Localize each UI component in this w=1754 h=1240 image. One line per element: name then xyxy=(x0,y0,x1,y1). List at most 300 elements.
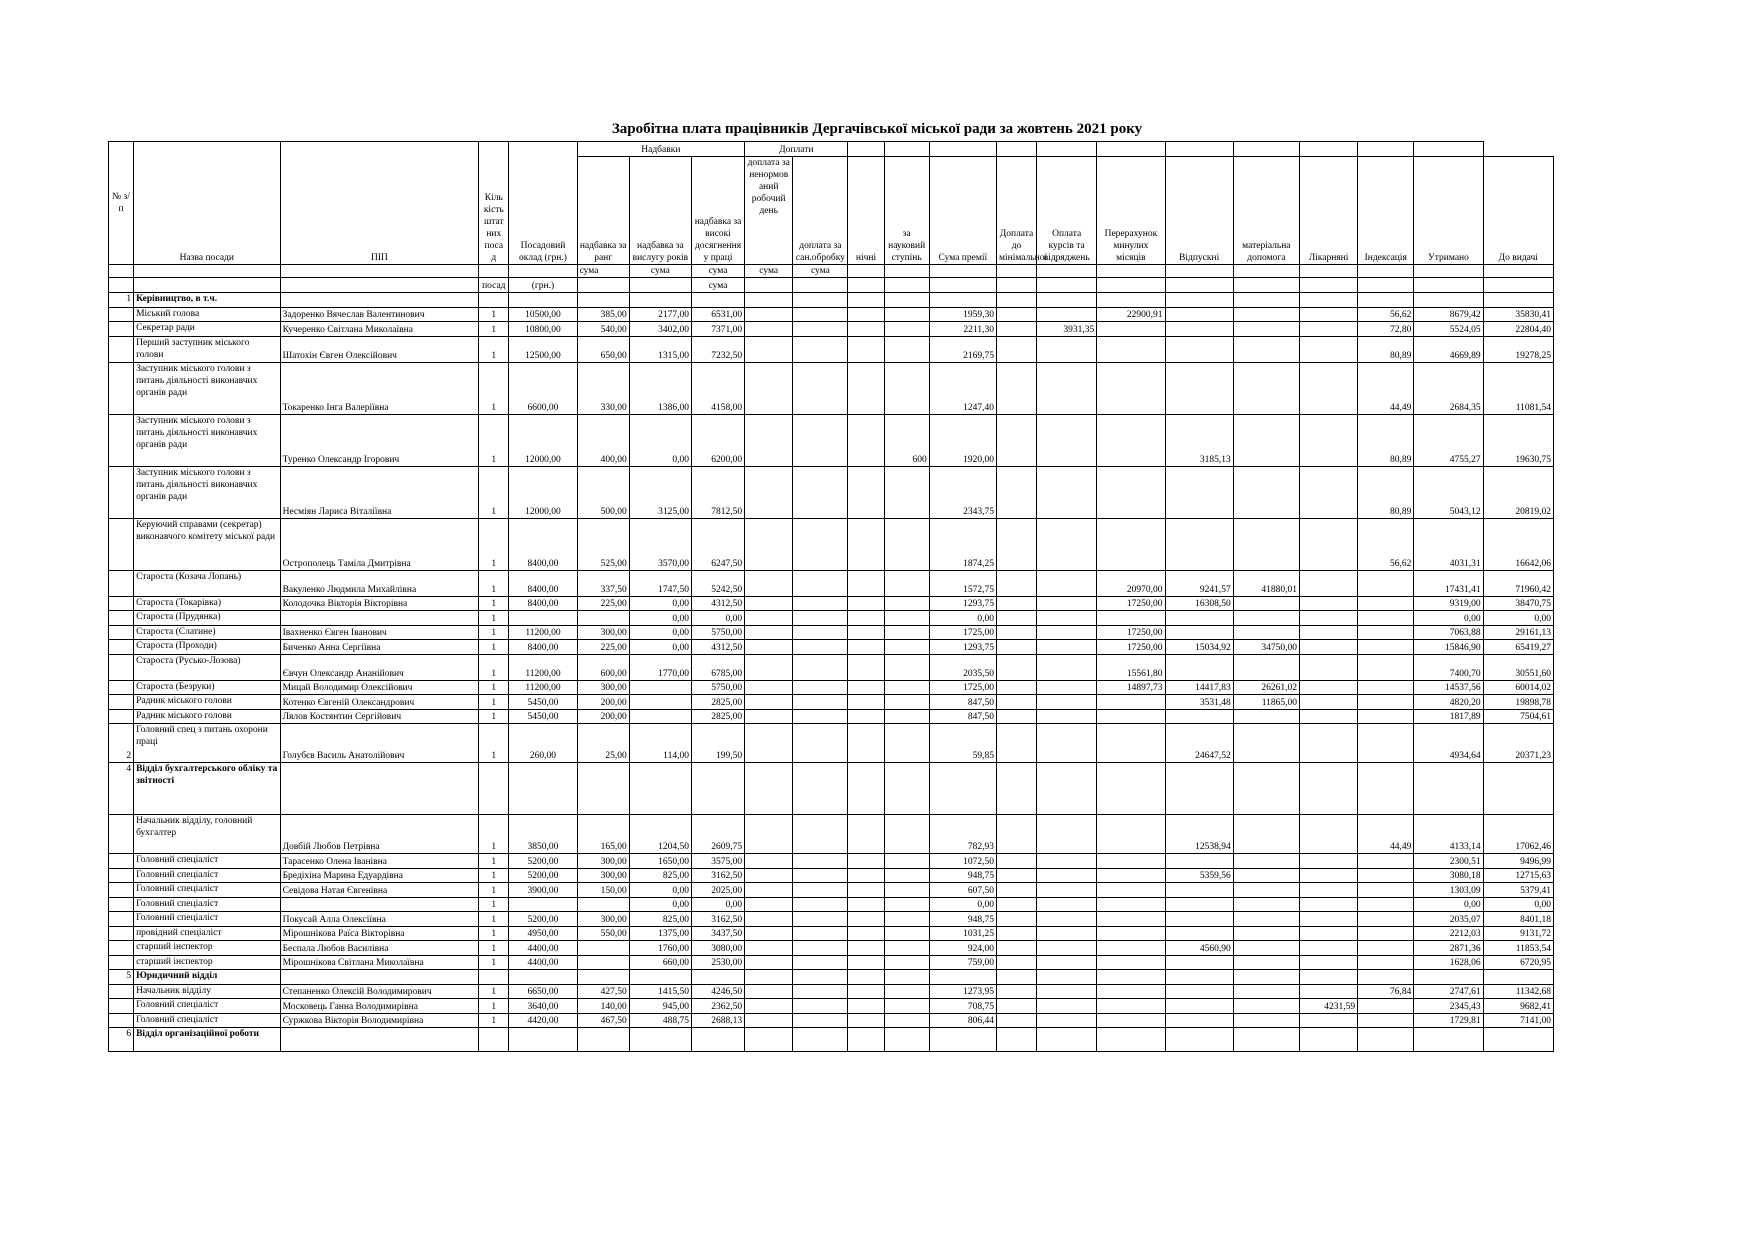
cell-pib: Вакуленко Людмила Михайлівна xyxy=(280,570,479,596)
cell-bonus: 1874,25 xyxy=(929,518,996,570)
cell-rank xyxy=(577,941,629,956)
cell-recalc xyxy=(1097,322,1165,337)
cell-sanitary xyxy=(793,611,848,626)
cell-index: 56,62 xyxy=(1358,307,1414,322)
cell-sick xyxy=(1299,854,1357,869)
cell-recalc xyxy=(1097,414,1165,466)
cell-rank: 337,50 xyxy=(577,570,629,596)
cell-sanitary xyxy=(793,1028,848,1052)
cell-seniority: 1747,50 xyxy=(629,570,691,596)
cell-night xyxy=(848,570,884,596)
cell-minwage xyxy=(996,654,1036,680)
cell-bonus: 806,44 xyxy=(929,1013,996,1028)
cell-num xyxy=(109,680,134,695)
cell-pib: Московець Ганна Володимирівна xyxy=(280,999,479,1014)
cell-withheld: 9319,00 xyxy=(1414,596,1483,611)
cell-seniority: 1204,50 xyxy=(629,815,691,854)
cell-trip xyxy=(1037,1013,1097,1028)
cell-night xyxy=(848,984,884,999)
cell-num xyxy=(109,625,134,640)
cell-rank: 467,50 xyxy=(577,1013,629,1028)
cell-trip xyxy=(1037,941,1097,956)
cell-sick xyxy=(1299,883,1357,898)
cell-trip xyxy=(1037,984,1097,999)
table-row xyxy=(109,611,1554,626)
cell-overtime xyxy=(745,955,793,970)
cell-index xyxy=(1358,897,1414,912)
cell-trip xyxy=(1037,912,1097,927)
cell-salary: 11200,00 xyxy=(509,680,577,695)
cell-sick xyxy=(1299,293,1357,308)
cell-index xyxy=(1358,709,1414,724)
cell-night xyxy=(848,883,884,898)
cell-seniority: 488,75 xyxy=(629,1013,691,1028)
cell-salary: 6600,00 xyxy=(509,362,577,414)
cell-count: 1 xyxy=(479,654,509,680)
cell-num xyxy=(109,868,134,883)
cell-overtime xyxy=(745,414,793,466)
cell-sick xyxy=(1299,941,1357,956)
cell-seniority: 0,00 xyxy=(629,611,691,626)
cell-degree xyxy=(884,680,929,695)
cell-achievements: 2609,75 xyxy=(691,815,744,854)
cell-sick xyxy=(1299,654,1357,680)
cell-aid xyxy=(1233,293,1299,308)
table-row xyxy=(109,466,1554,518)
cell-minwage xyxy=(996,999,1036,1014)
cell-night xyxy=(848,1013,884,1028)
cell-withheld: 0,00 xyxy=(1414,611,1483,626)
cell-withheld: 4820,20 xyxy=(1414,695,1483,710)
cell-salary xyxy=(509,611,577,626)
cell-payout: 17062,46 xyxy=(1483,815,1553,854)
cell-vacation xyxy=(1165,293,1233,308)
cell-recalc xyxy=(1097,854,1165,869)
header-night: нічні xyxy=(848,157,884,265)
cell-trip xyxy=(1037,763,1097,815)
cell-trip xyxy=(1037,709,1097,724)
cell-trip xyxy=(1037,1028,1097,1052)
cell-sick xyxy=(1299,414,1357,466)
cell-withheld xyxy=(1414,763,1483,815)
cell-sanitary xyxy=(793,984,848,999)
cell-rank: 600,00 xyxy=(577,654,629,680)
cell-rank: 25,00 xyxy=(577,724,629,763)
cell-withheld: 5043,12 xyxy=(1414,466,1483,518)
cell-achievements: 7232,50 xyxy=(691,336,744,362)
cell-achievements: 2825,00 xyxy=(691,709,744,724)
cell-achievements: 4246,50 xyxy=(691,984,744,999)
cell-night xyxy=(848,868,884,883)
cell-rank: 300,00 xyxy=(577,625,629,640)
cell-overtime xyxy=(745,724,793,763)
cell-overtime xyxy=(745,709,793,724)
cell-seniority: 114,00 xyxy=(629,724,691,763)
cell-sick: 4231,59 xyxy=(1299,999,1357,1014)
cell-recalc: 17250,00 xyxy=(1097,625,1165,640)
cell-index: 80,89 xyxy=(1358,336,1414,362)
cell-degree xyxy=(884,854,929,869)
cell-payout: 5379,41 xyxy=(1483,883,1553,898)
cell-degree xyxy=(884,926,929,941)
cell-bonus: 1072,50 xyxy=(929,854,996,869)
cell-name: провідний спеціаліст xyxy=(134,926,281,941)
cell-count xyxy=(479,1028,509,1052)
cell-aid xyxy=(1233,868,1299,883)
cell-bonus: 607,50 xyxy=(929,883,996,898)
cell-overtime xyxy=(745,307,793,322)
cell-salary: 5450,00 xyxy=(509,709,577,724)
cell-withheld: 5524,05 xyxy=(1414,322,1483,337)
cell-night xyxy=(848,815,884,854)
cell-bonus: 1920,00 xyxy=(929,414,996,466)
cell-payout: 38470,75 xyxy=(1483,596,1553,611)
cell-minwage xyxy=(996,680,1036,695)
cell-name: Головний спец з питань охорони праці xyxy=(134,724,281,763)
cell-degree xyxy=(884,868,929,883)
cell-payout: 29161,13 xyxy=(1483,625,1553,640)
cell-seniority: 3125,00 xyxy=(629,466,691,518)
cell-seniority: 945,00 xyxy=(629,999,691,1014)
cell-recalc xyxy=(1097,868,1165,883)
cell-vacation xyxy=(1165,466,1233,518)
cell-num xyxy=(109,854,134,869)
cell-minwage xyxy=(996,322,1036,337)
cell-trip xyxy=(1037,596,1097,611)
cell-achievements xyxy=(691,763,744,815)
cell-num: 6 xyxy=(109,1028,134,1052)
cell-pib: Мірошнікова Раїса Вікторівна xyxy=(280,926,479,941)
cell-overtime xyxy=(745,815,793,854)
cell-num: 1 xyxy=(109,293,134,308)
cell-sick xyxy=(1299,955,1357,970)
cell-sick xyxy=(1299,695,1357,710)
cell-rank: 300,00 xyxy=(577,854,629,869)
cell-minwage xyxy=(996,362,1036,414)
cell-recalc xyxy=(1097,518,1165,570)
cell-trip xyxy=(1037,362,1097,414)
cell-aid xyxy=(1233,999,1299,1014)
cell-index xyxy=(1358,695,1414,710)
cell-salary: 10800,00 xyxy=(509,322,577,337)
cell-recalc xyxy=(1097,293,1165,308)
cell-sanitary xyxy=(793,336,848,362)
cell-rank: 225,00 xyxy=(577,640,629,655)
cell-pib: Степаненко Олексій Володимирович xyxy=(280,984,479,999)
table-row xyxy=(109,941,1554,956)
cell-seniority: 1415,50 xyxy=(629,984,691,999)
cell-rank: 330,00 xyxy=(577,362,629,414)
cell-pib xyxy=(280,897,479,912)
cell-recalc xyxy=(1097,912,1165,927)
cell-withheld: 1303,09 xyxy=(1414,883,1483,898)
cell-night xyxy=(848,854,884,869)
cell-degree xyxy=(884,763,929,815)
cell-bonus xyxy=(929,1028,996,1052)
cell-sick xyxy=(1299,336,1357,362)
cell-degree xyxy=(884,293,929,308)
cell-trip xyxy=(1037,466,1097,518)
table-row xyxy=(109,815,1554,854)
header-posad: посад xyxy=(479,278,509,293)
cell-index xyxy=(1358,970,1414,985)
cell-salary xyxy=(509,1028,577,1052)
cell-salary xyxy=(509,897,577,912)
cell-name: Відділ організаційної роботи xyxy=(134,1028,281,1052)
cell-minwage xyxy=(996,724,1036,763)
cell-aid: 34750,00 xyxy=(1233,640,1299,655)
cell-degree xyxy=(884,362,929,414)
cell-name: Староста (Безруки) xyxy=(134,680,281,695)
cell-night xyxy=(848,970,884,985)
cell-trip xyxy=(1037,854,1097,869)
cell-vacation: 16308,50 xyxy=(1165,596,1233,611)
cell-payout: 0,00 xyxy=(1483,611,1553,626)
cell-degree xyxy=(884,955,929,970)
cell-aid xyxy=(1233,362,1299,414)
cell-vacation xyxy=(1165,984,1233,999)
cell-count: 1 xyxy=(479,815,509,854)
table-row xyxy=(109,854,1554,869)
cell-count xyxy=(479,970,509,985)
cell-sanitary xyxy=(793,414,848,466)
cell-pib: Євчун Олександр Ананійович xyxy=(280,654,479,680)
cell-vacation xyxy=(1165,625,1233,640)
cell-withheld: 2345,43 xyxy=(1414,999,1483,1014)
cell-vacation xyxy=(1165,897,1233,912)
cell-index xyxy=(1358,868,1414,883)
cell-trip xyxy=(1037,570,1097,596)
cell-salary xyxy=(509,293,577,308)
cell-count: 1 xyxy=(479,868,509,883)
cell-achievements: 6785,00 xyxy=(691,654,744,680)
cell-num xyxy=(109,362,134,414)
cell-sick xyxy=(1299,570,1357,596)
cell-overtime xyxy=(745,941,793,956)
cell-count xyxy=(479,293,509,308)
cell-vacation: 4560,90 xyxy=(1165,941,1233,956)
header-achievements: надбавка за високі досягнення у праці xyxy=(691,157,744,265)
cell-degree: 600 xyxy=(884,414,929,466)
cell-sick xyxy=(1299,518,1357,570)
cell-payout: 11081,54 xyxy=(1483,362,1553,414)
cell-withheld: 2684,35 xyxy=(1414,362,1483,414)
cell-name: Головний спеціаліст xyxy=(134,897,281,912)
cell-pib: Мицай Володимир Олексійович xyxy=(280,680,479,695)
cell-count: 1 xyxy=(479,625,509,640)
cell-pib xyxy=(280,970,479,985)
cell-vacation xyxy=(1165,912,1233,927)
cell-count: 1 xyxy=(479,695,509,710)
cell-sick xyxy=(1299,1013,1357,1028)
cell-aid xyxy=(1233,984,1299,999)
header-sanitary: доплата за сан.обробку xyxy=(793,157,848,265)
cell-seniority: 1650,00 xyxy=(629,854,691,869)
cell-night xyxy=(848,724,884,763)
cell-sanitary xyxy=(793,970,848,985)
cell-aid xyxy=(1233,307,1299,322)
cell-seniority: 0,00 xyxy=(629,414,691,466)
cell-seniority: 0,00 xyxy=(629,883,691,898)
cell-vacation xyxy=(1165,709,1233,724)
cell-seniority xyxy=(629,680,691,695)
cell-payout: 19898,78 xyxy=(1483,695,1553,710)
cell-recalc xyxy=(1097,984,1165,999)
cell-withheld: 4934,64 xyxy=(1414,724,1483,763)
cell-sick xyxy=(1299,680,1357,695)
table-row xyxy=(109,912,1554,927)
cell-payout: 19278,25 xyxy=(1483,336,1553,362)
cell-withheld: 3080,18 xyxy=(1414,868,1483,883)
cell-trip xyxy=(1037,999,1097,1014)
header-rank: надбавка за ранг xyxy=(577,157,629,265)
header-minwage: Доплата до мінімальної xyxy=(996,157,1036,265)
cell-achievements: 2362,50 xyxy=(691,999,744,1014)
cell-sanitary xyxy=(793,815,848,854)
cell-payout: 7141,00 xyxy=(1483,1013,1553,1028)
cell-pib: Туренко Олександр Ігорович xyxy=(280,414,479,466)
cell-trip xyxy=(1037,955,1097,970)
cell-salary: 5200,00 xyxy=(509,868,577,883)
cell-overtime xyxy=(745,897,793,912)
header-count: Кіль кість штат них поса д xyxy=(479,142,509,265)
header-trip: Оплата курсів та відряджень xyxy=(1037,157,1097,265)
table-row xyxy=(109,570,1554,596)
cell-degree xyxy=(884,941,929,956)
cell-payout: 9496,99 xyxy=(1483,854,1553,869)
cell-achievements: 3162,50 xyxy=(691,912,744,927)
cell-minwage xyxy=(996,912,1036,927)
cell-num xyxy=(109,883,134,898)
cell-salary: 4420,00 xyxy=(509,1013,577,1028)
cell-trip xyxy=(1037,868,1097,883)
cell-achievements: 3437,50 xyxy=(691,926,744,941)
cell-sick xyxy=(1299,763,1357,815)
cell-aid xyxy=(1233,724,1299,763)
cell-minwage xyxy=(996,970,1036,985)
cell-bonus: 847,50 xyxy=(929,709,996,724)
cell-aid xyxy=(1233,322,1299,337)
cell-sanitary xyxy=(793,912,848,927)
cell-pib: Беспала Любов Василівна xyxy=(280,941,479,956)
cell-degree xyxy=(884,897,929,912)
cell-num xyxy=(109,466,134,518)
cell-salary: 10500,00 xyxy=(509,307,577,322)
table-row xyxy=(109,640,1554,655)
cell-pib xyxy=(280,1028,479,1052)
cell-sick xyxy=(1299,466,1357,518)
cell-pib xyxy=(280,611,479,626)
cell-overtime xyxy=(745,336,793,362)
cell-recalc xyxy=(1097,897,1165,912)
cell-recalc xyxy=(1097,970,1165,985)
cell-salary xyxy=(509,763,577,815)
cell-vacation xyxy=(1165,999,1233,1014)
cell-count: 1 xyxy=(479,912,509,927)
cell-achievements: 6531,00 xyxy=(691,307,744,322)
cell-minwage xyxy=(996,307,1036,322)
cell-seniority: 0,00 xyxy=(629,625,691,640)
cell-minwage xyxy=(996,854,1036,869)
cell-achievements: 6200,00 xyxy=(691,414,744,466)
cell-num xyxy=(109,596,134,611)
cell-recalc xyxy=(1097,1028,1165,1052)
cell-name: Відділ бухгалтерського обліку та звітності xyxy=(134,763,281,815)
cell-trip xyxy=(1037,926,1097,941)
cell-bonus: 2343,75 xyxy=(929,466,996,518)
table-row xyxy=(109,596,1554,611)
cell-sick xyxy=(1299,912,1357,927)
cell-withheld: 2212,03 xyxy=(1414,926,1483,941)
cell-name: Староста (Слатине) xyxy=(134,625,281,640)
cell-rank xyxy=(577,897,629,912)
cell-sanitary xyxy=(793,466,848,518)
cell-seniority xyxy=(629,293,691,308)
table-row xyxy=(109,336,1554,362)
cell-minwage xyxy=(996,1028,1036,1052)
cell-recalc xyxy=(1097,999,1165,1014)
cell-sanitary xyxy=(793,570,848,596)
cell-withheld: 4031,31 xyxy=(1414,518,1483,570)
cell-minwage xyxy=(996,611,1036,626)
cell-trip: 3931,35 xyxy=(1037,322,1097,337)
cell-overtime xyxy=(745,654,793,680)
cell-seniority xyxy=(629,763,691,815)
cell-aid xyxy=(1233,897,1299,912)
cell-aid xyxy=(1233,336,1299,362)
cell-rank: 165,00 xyxy=(577,815,629,854)
cell-trip xyxy=(1037,518,1097,570)
cell-rank: 650,00 xyxy=(577,336,629,362)
cell-payout: 6720,95 xyxy=(1483,955,1553,970)
cell-bonus: 708,75 xyxy=(929,999,996,1014)
cell-aid xyxy=(1233,926,1299,941)
cell-num xyxy=(109,897,134,912)
cell-payout xyxy=(1483,293,1553,308)
cell-overtime xyxy=(745,1028,793,1052)
cell-recalc xyxy=(1097,336,1165,362)
cell-num xyxy=(109,984,134,999)
cell-num xyxy=(109,815,134,854)
cell-vacation xyxy=(1165,883,1233,898)
cell-recalc xyxy=(1097,763,1165,815)
cell-payout: 9682,41 xyxy=(1483,999,1553,1014)
cell-overtime xyxy=(745,570,793,596)
table-row xyxy=(109,695,1554,710)
cell-sanitary xyxy=(793,897,848,912)
cell-sick xyxy=(1299,322,1357,337)
cell-aid xyxy=(1233,709,1299,724)
cell-payout: 12715,63 xyxy=(1483,868,1553,883)
cell-index xyxy=(1358,912,1414,927)
cell-aid xyxy=(1233,654,1299,680)
cell-degree xyxy=(884,709,929,724)
cell-sanitary xyxy=(793,518,848,570)
cell-payout: 65419,27 xyxy=(1483,640,1553,655)
cell-seniority: 0,00 xyxy=(629,897,691,912)
cell-count: 1 xyxy=(479,611,509,626)
cell-salary: 11200,00 xyxy=(509,625,577,640)
cell-sick xyxy=(1299,897,1357,912)
cell-vacation xyxy=(1165,307,1233,322)
cell-rank: 427,50 xyxy=(577,984,629,999)
cell-pib: Шатохін Євген Олексійович xyxy=(280,336,479,362)
cell-achievements: 199,50 xyxy=(691,724,744,763)
cell-bonus: 59,85 xyxy=(929,724,996,763)
cell-bonus: 2035,50 xyxy=(929,654,996,680)
cell-overtime xyxy=(745,362,793,414)
cell-achievements: 3162,50 xyxy=(691,868,744,883)
